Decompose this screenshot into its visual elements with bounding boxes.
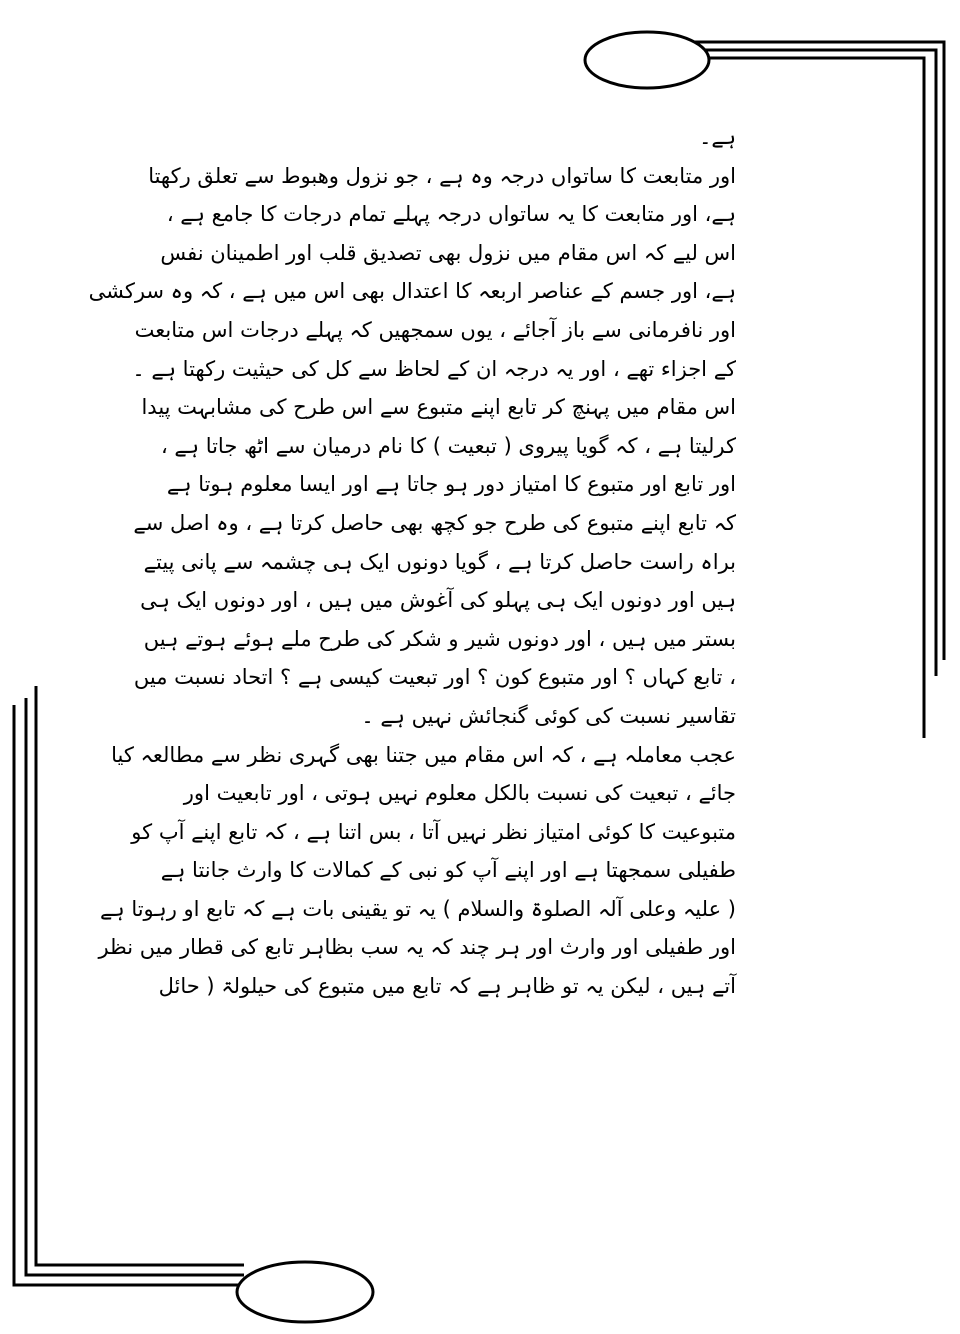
top-oval-ornament	[585, 32, 709, 88]
bottom-oval-ornament	[237, 1262, 373, 1322]
text-line: متبوعیت کا کوئی امتیاز نظر نہیں آتا ، بس اتنا ہے ، کہ تابع اپنے آپ کو	[131, 819, 736, 844]
text-line: ( علیہ وعلی آلہ الصلوۃ والسلام ) یہ تو یقینی بات ہے کہ تابع او رہوتا ہے	[100, 896, 736, 921]
text-line: اس مقام میں پہنچ کر تابع اپنے متبوع سے اس طرح کی مشابہت پیدا	[141, 395, 736, 420]
text-line: ہے، اور متابعت کا یہ ساتواں درجہ پہلے تمام درجات کا جامع ہے ،	[166, 202, 736, 227]
text-line: کہ تابع اپنے متبوع کی طرح جو کچھ بھی حاصل کرتا ہے ، وہ اصل سے	[133, 510, 736, 535]
text-line: کے اجزاء تھے ، اور یہ درجہ ان کے لحاظ سے کل کی حیثیت رکھتا ہے ۔	[132, 356, 736, 381]
text-line: کرلیتا ہے ، کہ گویا پیروی ( تبعیت ) کا نام درمیان سے اٹھ جاتا ہے ،	[160, 433, 736, 458]
text-line: ہے۔	[699, 125, 736, 149]
text-line: عجب معاملہ ہے ، کہ اس مقام میں جتنا بھی گہری نظر سے مطالعہ کیا	[111, 742, 736, 767]
text-line: اس لیے کہ اس مقام میں نزول بھی تصدیق قلب اور اطمینان نفس	[160, 240, 736, 265]
text-line: ہیں اور دونوں ایک ہی پہلو کی آغوش میں ہیں ، اور دونوں ایک ہی	[140, 588, 736, 613]
text-line: براہ راست حاصل کرتا ہے ، گویا دونوں ایک ہی چشمہ سے پانی پیتے	[143, 549, 736, 574]
text-line: طفیلی سمجھتا ہے اور اپنے آپ کو نبی کے کمالات کا وارث جانتا ہے	[160, 858, 736, 883]
urdu-text-body	[88, 118, 736, 1006]
text-line: اور طفیلی اور وارث اور ہر چند کہ یہ سب بظاہر تابع کی قطار میں نظر	[98, 935, 736, 960]
text-line: ہے، اور جسم کے عناصر اربعہ کا اعتدال بھی اس میں ہے ، کہ وہ سرکشی	[88, 279, 736, 304]
text-line: جائے ، تبعیت کی نسبت بالکل معلوم نہیں ہوتی ، اور تابعیت اور	[183, 781, 736, 806]
text-line: اور تابع اور متبوع کا امتیاز دور ہو جاتا ہے اور ایسا معلوم ہوتا ہے	[166, 472, 736, 497]
text-line: بستر میں ہیں ، اور دونوں شیر و شکر کی طرح ملے ہوئے ہوتے ہیں	[143, 626, 736, 651]
text-line: آتے ہیں ، لیکن یہ تو ظاہر ہے کہ تابع میں متبوع کی حیلولۃ ( حائل	[158, 974, 736, 999]
text-line: اور نافرمانی سے باز آجائے ، یوں سمجھیں کہ پہلے درجات اس متابعت	[134, 317, 736, 342]
text-line: تقاسیر نسبت کی کوئی گنجائش نہیں ہے ۔	[361, 703, 736, 728]
text-line: ، تابع کہاں ؟ اور متبوع کون ؟ اور تبعیت کیسی ہے ؟ اتحاد نسبت میں	[133, 665, 736, 690]
text-line: اور متابعت کا ساتواں درجہ وہ ہے ، جو نزول وھبوط سے تعلق رکھتا	[148, 163, 736, 188]
